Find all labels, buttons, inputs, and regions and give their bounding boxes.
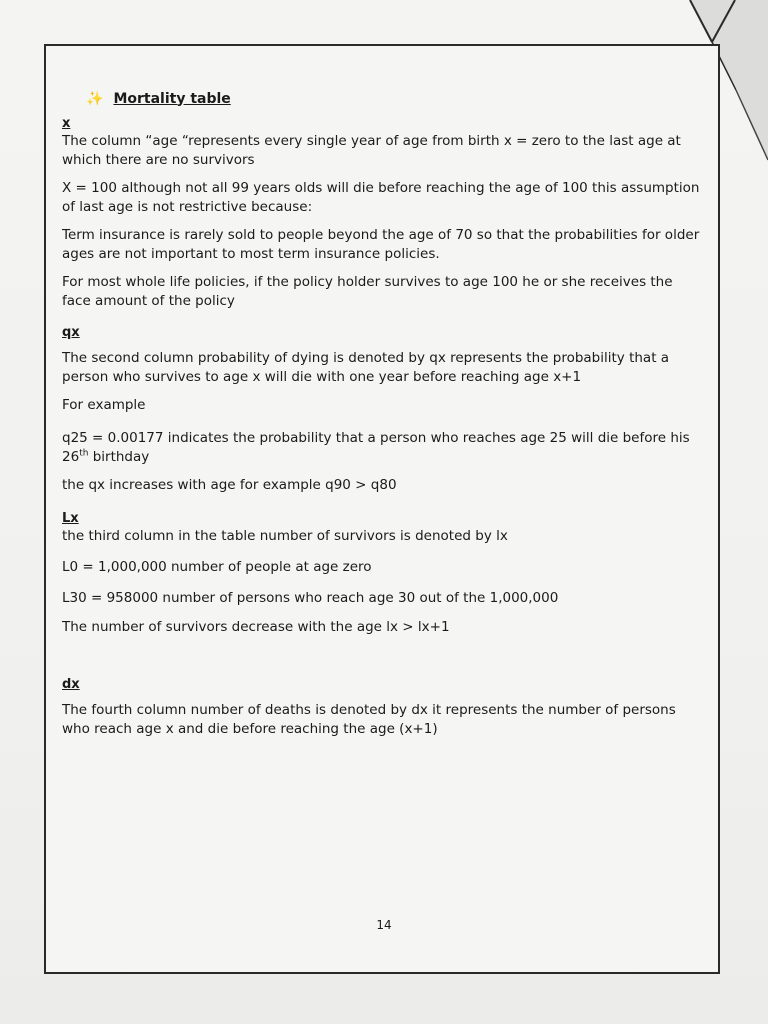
document-body <box>62 88 702 748</box>
paragraph-whole-life: For most whole life policies, if the policy holder survives to age 100 he or she receives the face amount of the policy <box>62 274 673 309</box>
section-heading-qx: qx <box>62 325 80 340</box>
section-heading-lx: Lx <box>62 511 79 526</box>
paragraph-dx-definition: The fourth column number of deaths is denoted by dx it represents the number of persons who reach age x and die before reaching the age (x+1) <box>62 702 676 737</box>
paragraph-lx-definition: the third column in the table number of survivors is denoted by lx <box>62 528 508 544</box>
paragraph-for-example: For example <box>62 397 146 413</box>
q25-example-end: birthday <box>88 449 150 465</box>
page-number: 14 <box>376 918 392 932</box>
paragraph-l30: L30 = 958000 number of persons who reach age 30 out of the 1,000,000 <box>62 590 559 606</box>
paragraph-survivors-decrease: The number of survivors decrease with the age lx > lx+1 <box>62 619 450 635</box>
paragraph-l0: L0 = 1,000,000 number of people at age zero <box>62 559 372 575</box>
paragraph-age-column: The column “age “represents every single year of age from birth x = zero to the last age at which there are no survivors <box>62 133 681 168</box>
bullet-arrow-icon: ✨ <box>86 91 104 107</box>
q25-example-text: q25 = 0.00177 indicates the probability that a person who reaches age 25 will die before his 26 <box>62 430 690 465</box>
paragraph-last-age: X = 100 although not all 99 years olds will die before reaching the age of 100 this assumption of last age is not restrictive because: <box>62 180 700 215</box>
paragraph-qx-increases: the qx increases with age for example q90 > q80 <box>62 477 397 493</box>
section-heading-dx: dx <box>62 677 80 692</box>
section-heading-x: x <box>62 116 71 131</box>
paragraph-q25-example <box>62 429 702 467</box>
paragraph-qx-definition: The second column probability of dying is denoted by qx represents the probability that a person who survives to age x will die with one year before reaching age x+1 <box>62 350 670 385</box>
title-row <box>86 88 702 110</box>
page-title: Mortality table <box>113 90 231 107</box>
superscript-th: th <box>79 448 89 459</box>
paragraph-term-insurance: Term insurance is rarely sold to people beyond the age of 70 so that the probabilities for older ages are not important to most term insurance policies. <box>62 227 700 262</box>
